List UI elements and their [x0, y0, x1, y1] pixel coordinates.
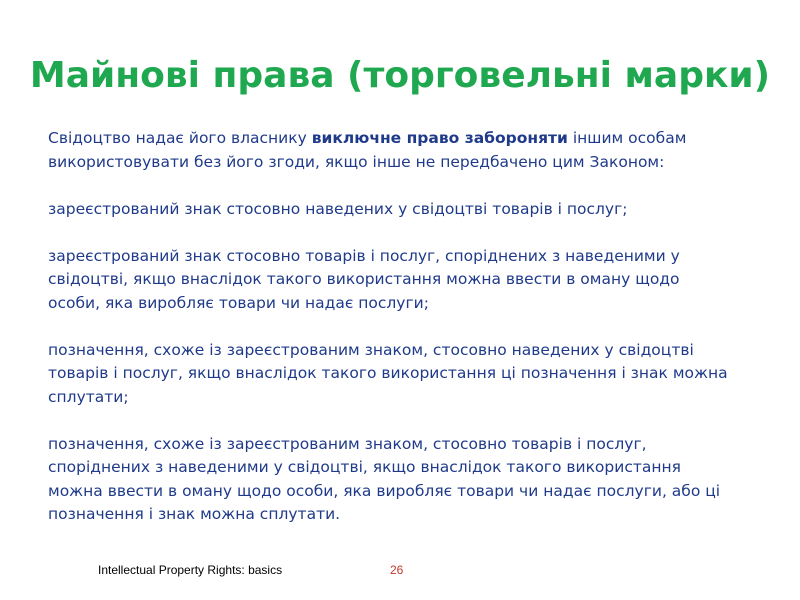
intro-emphasis: виключне право забороняти	[311, 129, 568, 147]
intro-text-end: іншим особам використовувати без його згоди, якщо інше не передбачено цим Законом:	[48, 129, 687, 171]
rights-item-2: зареєстрований знак стосовно товарів і послуг, споріднених з наведеними у свідоцтві, якщо внаслідок такого використання можна ввести в оману щодо особи, яка виробляє товари чи надає послуги;	[48, 246, 680, 312]
rights-item-3: позначення, схоже із зареєстрованим знаком, стосовно наведених у свідоцтві товарів і послуг, якщо внаслідок такого використання ці позначення і знак можна сплутати;	[48, 340, 728, 406]
page-number: 26	[390, 563, 404, 577]
slide-title: Майнові права (торговельні марки)	[29, 55, 771, 96]
intro-text-start: Свідоцтво надає його власнику	[48, 129, 312, 147]
rights-item-4: позначення, схоже із зареєстрованим знаком, стосовно товарів і послуг, споріднених з наведеними у свідоцтві, якщо внаслідок такого використання можна ввести в оману щодо особи, яка виробляє товари чи надає послуги, або ці позначення і знак можна сплутати.	[48, 434, 721, 523]
footer-text: Intellectual Property Rights: basics	[98, 563, 283, 577]
intro-paragraph	[48, 127, 728, 174]
rights-item-1: зареєстрований знак стосовно наведених у свідоцтві товарів і послуг;	[48, 199, 628, 218]
slide-body	[48, 127, 728, 527]
